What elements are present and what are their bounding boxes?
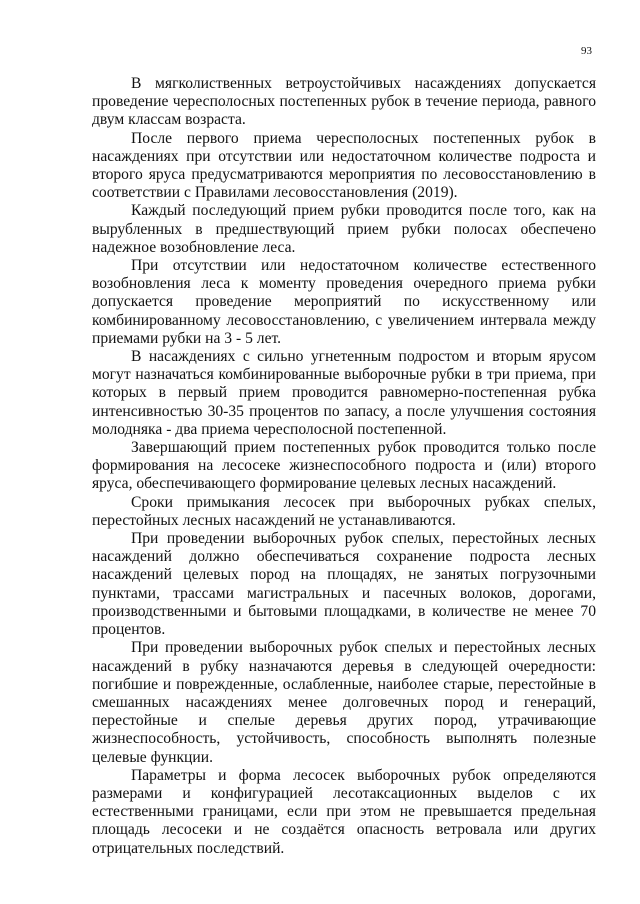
paragraph-9: При проведении выборочных рубок спелых и перестойных лесных насаждений в рубку назначаются деревья в следующей очередности: погибшие и поврежденные, ослабленные, наиболее старые, перестойные в смешанных насаждениях менее долговечных пород и генераций, перестойные и спелые деревья других пород, утрачивающие жизнеспособность, устойчивость, способность выполнять полезные целевые функции. — [92, 639, 596, 766]
paragraph-6: Завершающий прием постепенных рубок проводится только после формирования на лесосеке жизнеспособного подроста и (или) второго яруса, обеспечивающего формирование целевых лесных насаждений. — [92, 439, 596, 493]
paragraph-8: При проведении выборочных рубок спелых, перестойных лесных насаждений должно обеспечиваться сохранение подроста лесных насаждений целевых пород на площадях, не занятых погрузочными пунктами, трассами магистральных и пасечных волоков, дорогами, производственными и бытовыми площадками, в количестве не менее 70 процентов. — [92, 530, 596, 639]
paragraph-7: Сроки примыкания лесосек при выборочных рубках спелых, перестойных лесных насаждений не устанавливаются. — [92, 493, 596, 529]
page-number: 93 — [581, 45, 592, 57]
paragraph-4: При отсутствии или недостаточном количестве естественного возобновления леса к моменту проведения очередного приема рубки допускается проведение мероприятий по искусственному или комбинированному лесовосстановлению, с увеличением интервала между приемами рубки на 3 - 5 лет. — [92, 257, 596, 347]
document-body — [92, 75, 596, 858]
paragraph-10: Параметры и форма лесосек выборочных рубок определяются размерами и конфигурацией лесотаксационных выделов с их естественными границами, если при этом не превышается предельная площадь лесосеки и не создаётся опасность ветровала или других отрицательных последствий. — [92, 766, 596, 857]
paragraph-1: В мягколиственных ветроустойчивых насаждениях допускается проведение чересполосных постепенных рубок в течение периода, равного двум классам возраста. — [92, 75, 596, 129]
paragraph-3: Каждый последующий прием рубки проводится после того, как на вырубленных в предшествующий прием рубки полосах обеспечено надежное возобновление леса. — [92, 202, 596, 256]
paragraph-5: В насаждениях с сильно угнетенным подростом и вторым ярусом могут назначаться комбинированные выборочные рубки в три приема, при которых в первый прием проводится равномерно-постепенная рубка интенсивностью 30-35 процентов по запасу, а после улучшения состояния молодняка - два приема чересполосной постепенной. — [92, 348, 596, 438]
paragraph-2: После первого приема чересполосных постепенных рубок в насаждениях при отсутствии или недостаточном количестве подроста и второго яруса предусматриваются мероприятия по лесовосстановлению в соответствии с Правилами лесовосстановления (2019). — [92, 129, 596, 202]
